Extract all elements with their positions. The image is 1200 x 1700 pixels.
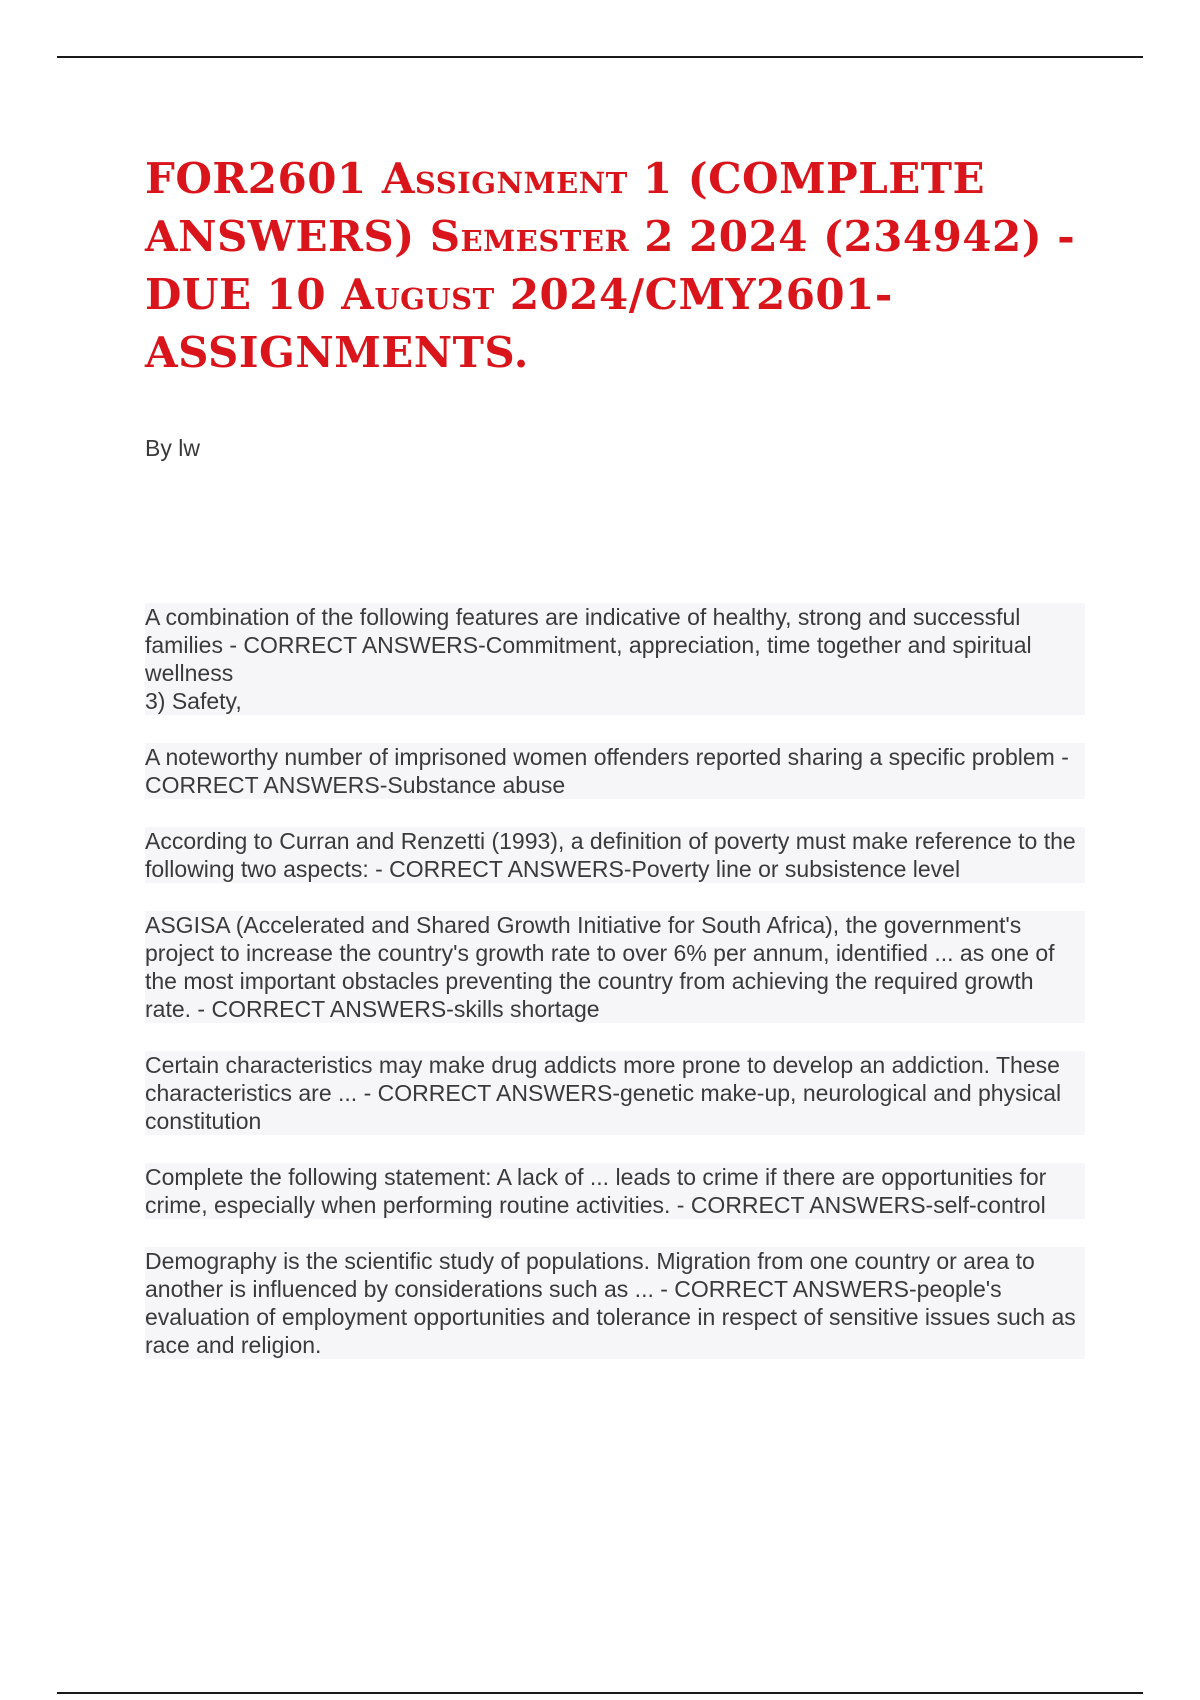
qa-extra: 3) Safety,	[145, 688, 242, 714]
author-byline: By lw	[145, 435, 200, 461]
qa-item	[145, 743, 1085, 799]
qa-item	[145, 827, 1085, 883]
qa-text: A combination of the following features are indicative of healthy, strong and successful families - CORRECT ANSWERS-Commitment, appreciation, time together and spiritual wellness	[145, 604, 1032, 686]
bottom-divider	[57, 1692, 1143, 1694]
qa-text: ASGISA (Accelerated and Shared Growth Initiative for South Africa), the government's project to increase the country's growth rate to over 6% per annum, identified ... as one of the most important obstacles preventing the country from achieving the required growth rate. - CORRECT ANSWERS-skills shortage	[145, 912, 1055, 1022]
qa-item	[145, 1051, 1085, 1135]
qa-text: According to Curran and Renzetti (1993), a definition of poverty must make reference to the following two aspects: - CORRECT ANSWERS-Poverty line or subsistence level	[145, 828, 1076, 882]
top-divider	[57, 56, 1143, 58]
qa-text: Complete the following statement: A lack of ... leads to crime if there are opportunities for crime, especially when performing routine activities. - CORRECT ANSWERS-self-control	[145, 1164, 1047, 1218]
qa-item	[145, 603, 1085, 715]
document-title: FOR2601 Assignment 1 (COMPLETE ANSWERS) Semester 2 2024 (234942) - DUE 10 August 2024/CMY2601- ASSIGNMENTS.	[145, 154, 1076, 377]
qa-text: Certain characteristics may make drug addicts more prone to develop an addiction. These characteristics are ... - CORRECT ANSWERS-genetic make-up, neurological and physical constitution	[145, 1052, 1062, 1134]
qa-item	[145, 911, 1085, 1023]
qa-text: Demography is the scientific study of populations. Migration from one country or area to another is influenced by considerations such as ... - CORRECT ANSWERS-people's evaluation of employment opportunities and tolerance in respect of sensitive issues such as race and religion.	[145, 1248, 1076, 1358]
qa-item	[145, 1163, 1085, 1219]
qa-item	[145, 1247, 1085, 1359]
qa-text: A noteworthy number of imprisoned women offenders reported sharing a specific problem - CORRECT ANSWERS-Substance abuse	[145, 744, 1069, 798]
qa-list	[145, 603, 1085, 1387]
